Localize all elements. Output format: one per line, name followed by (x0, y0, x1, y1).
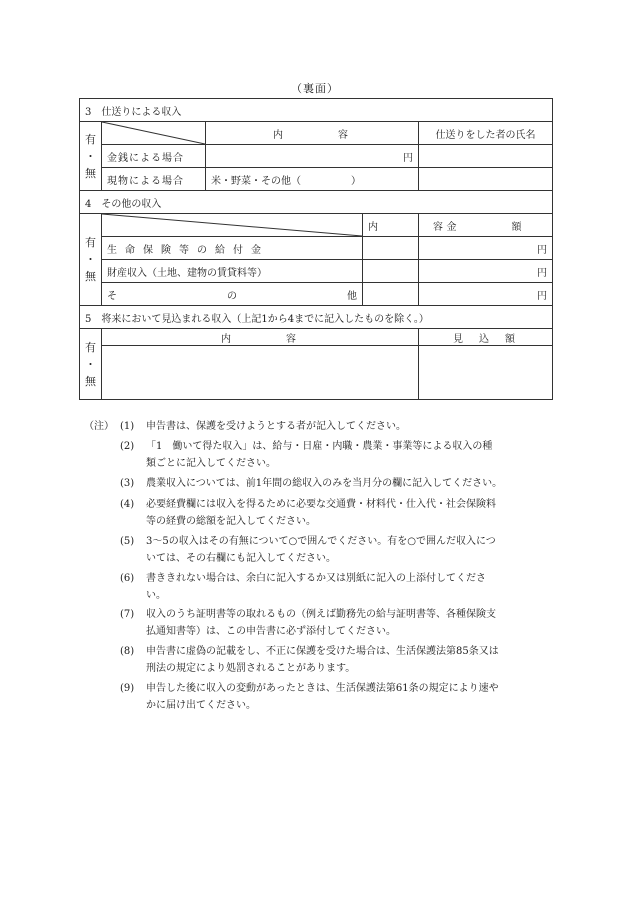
section3-money-amount-field[interactable] (206, 145, 419, 168)
note-text: 3～5の収入はその有無について○で囲んでください。有を○で囲んだ収入につ (146, 536, 496, 547)
note-text-cont: 等の経費の総額を記入してください。 (146, 516, 316, 527)
notes-heading: （注） (84, 421, 114, 432)
note-number: (9) (120, 683, 135, 694)
note-text: 書ききれない場合は、余白に記入するか又は別紙に記入の上添付してくださ (146, 573, 486, 584)
section3-goods-row (80, 168, 553, 191)
note-item (120, 475, 554, 492)
note-number: (3) (120, 478, 135, 489)
note-text: 農業収入については、前1年間の総収入のみを当月分の欄に記入してください。 (146, 478, 503, 489)
section3-col-content: 内 容 (206, 122, 419, 145)
yen-unit: 円 (403, 152, 413, 164)
section4-title: 4 その他の収入 (80, 191, 553, 214)
section5-content-field[interactable] (102, 346, 419, 400)
note-item (120, 496, 554, 530)
yumu-dot: ・ (85, 357, 96, 371)
yumu-ari: 有 (85, 236, 96, 249)
note-number: (7) (120, 609, 135, 620)
note-item (120, 643, 554, 677)
section4-other-amount-field[interactable] (419, 283, 553, 306)
section4-row-insurance (80, 237, 553, 260)
note-item (120, 606, 554, 640)
note-text: 申告書に虚偽の記載をし、不正に保護を受けた場合は、生活保護法第85条又は (146, 646, 499, 657)
note-text: 「1 働いて得た収入」は、給与・日雇・内職・農業・事業等による収入の種 (146, 441, 493, 452)
note-text: 申告した後に収入の変動があったときは、生活保護法第61条の規定により速や (146, 683, 499, 694)
section4-other-content-field[interactable] (363, 283, 419, 306)
section4-insurance-label: 生命保険等の給付金 (102, 237, 363, 260)
yen-unit: 円 (537, 290, 548, 302)
note-text: 必要経費欄には収入を得るために必要な交通費・材料代・仕入代・社会保険料 (146, 499, 496, 510)
page-title: （裏面） (291, 82, 339, 95)
section5-col-expected: 見 込 額 (419, 329, 553, 346)
note-item (120, 438, 554, 472)
income-form-table (79, 98, 553, 400)
section4-col-content: 内 容 (363, 214, 419, 237)
note-text-cont: いては、その右欄にも記入してください。 (146, 553, 336, 564)
section4-row-other (80, 283, 553, 306)
note-number: (6) (120, 573, 135, 584)
other-label-ta: 他 (347, 290, 357, 302)
note-number: (8) (120, 646, 135, 657)
note-number: (5) (120, 536, 135, 547)
note-text: 収入のうち証明書等の取れるもの（例えば勤務先の給与証明書等、各種保険支 (146, 609, 496, 620)
section4-property-content-field[interactable] (363, 260, 419, 283)
note-number: (1) (120, 421, 135, 432)
note-text-cont: 払通知書等）は、この申告書に必ず添付してください。 (146, 626, 396, 637)
note-text-cont: 類ごとに記入してください。 (146, 458, 276, 469)
note-text-cont: かに届け出てください。 (146, 700, 256, 711)
other-label-no: の (227, 290, 237, 302)
yumu-dot: ・ (85, 253, 96, 266)
section4-yumu[interactable] (80, 214, 102, 306)
section3-goods-label: 現物による場合 (102, 168, 206, 191)
note-number: (2) (120, 441, 135, 452)
yumu-nashi: 無 (85, 166, 96, 180)
section3-yumu[interactable] (80, 122, 102, 191)
note-item (120, 533, 554, 567)
yen-unit: 円 (537, 267, 548, 279)
note-text: 申告書は、保護を受けようとする者が記入してください。 (146, 421, 406, 432)
note-text-cont: 刑法の規定により処罰されることがあります。 (146, 663, 356, 674)
note-item (120, 570, 554, 604)
section5-title: 5 将来において見込まれる収入（上記1から4までに記入したものを除く。） (80, 306, 553, 329)
yumu-dot: ・ (85, 149, 96, 163)
section4-other-label (102, 283, 363, 306)
section5-column-row (80, 329, 553, 346)
section4-insurance-amount-field[interactable] (419, 237, 553, 260)
section3-money-sender-field[interactable] (419, 145, 553, 168)
section3-header-row (80, 99, 553, 122)
section3-money-label: 金銭による場合 (102, 145, 206, 168)
yumu-ari: 有 (85, 132, 96, 146)
section5-entry-row (80, 346, 553, 400)
section3-diagonal-cell (102, 122, 206, 145)
note-item (120, 418, 554, 435)
section4-column-row (80, 214, 553, 237)
section5-expected-field[interactable] (419, 346, 553, 400)
section5-yumu[interactable] (80, 329, 102, 400)
yen-unit: 円 (537, 244, 548, 256)
section4-header-row (80, 191, 553, 214)
section3-column-row (80, 122, 553, 145)
note-text-cont: い。 (146, 590, 166, 601)
section4-row-property (80, 260, 553, 283)
section4-insurance-content-field[interactable] (363, 237, 419, 260)
section3-goods-sender-field[interactable] (419, 168, 553, 191)
yumu-ari: 有 (85, 340, 96, 354)
section5-header-row (80, 306, 553, 329)
section4-property-label: 財産収入（土地、建物の賃貸料等） (102, 260, 363, 283)
section5-col-content: 内 容 (102, 329, 419, 346)
section4-col-amount: 金 額 (419, 214, 553, 237)
yumu-nashi: 無 (85, 270, 96, 283)
note-number: (4) (120, 499, 135, 510)
other-label-so: そ (107, 290, 117, 302)
note-item (120, 680, 554, 714)
section3-money-row (80, 145, 553, 168)
section3-title: 3 仕送りによる収入 (80, 99, 553, 122)
section4-diagonal-cell (102, 214, 363, 237)
section3-col-sender: 仕送りをした者の氏名 (419, 122, 553, 145)
section3-goods-content-field[interactable]: 米・野菜・その他（ ） (206, 168, 419, 191)
section4-property-amount-field[interactable] (419, 260, 553, 283)
yumu-nashi: 無 (85, 374, 96, 388)
